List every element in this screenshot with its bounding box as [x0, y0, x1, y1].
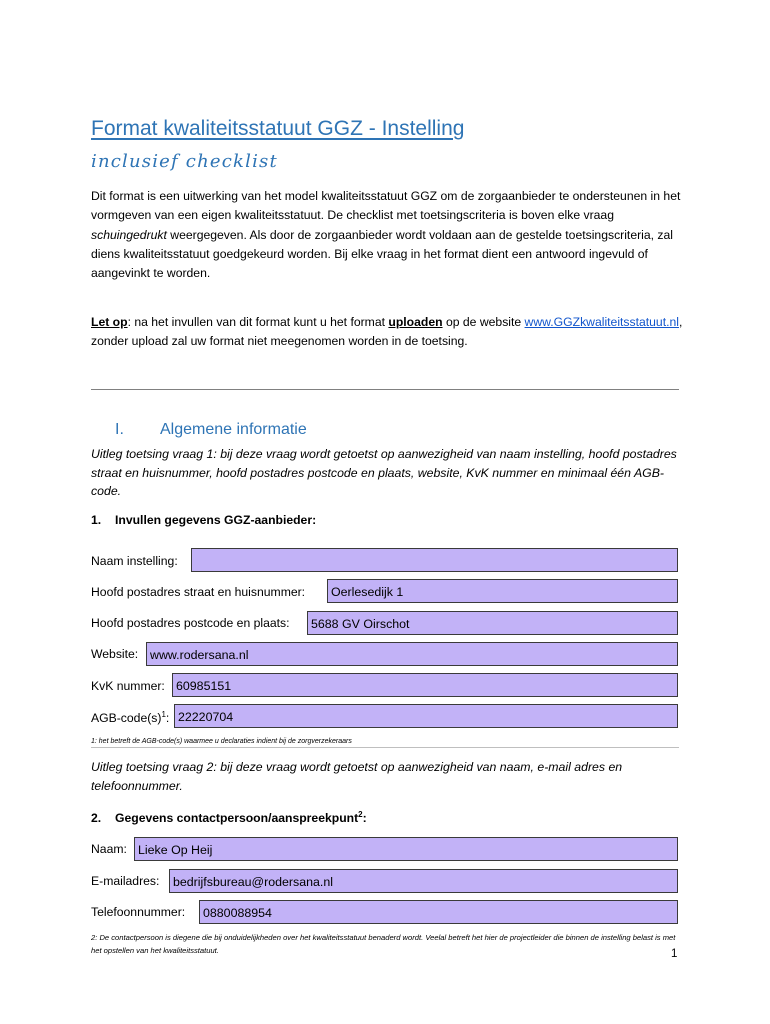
intro-text-2: weergegeven. Als door de zorgaanbieder wordt voldaan aan de gestelde toetsingscriteria, zal diens kwaliteitsstatuut goedgekeurd worden. Bij elke vraag in het format dient een antwoord ingevuld of aangevinkt te worden.	[91, 227, 673, 281]
agb-footnote-ref: 1	[161, 710, 166, 719]
document-title: Format kwaliteitsstatuut GGZ - Instelling	[91, 117, 465, 140]
section-title: Algemene informatie	[160, 421, 307, 438]
note-text-1: : na het invullen van dit format kunt u het format	[127, 315, 389, 329]
intro-italic: schuingedrukt	[91, 227, 167, 242]
upload-emphasis: uploaden	[388, 315, 443, 329]
q2-explanation: Uitleg toetsing vraag 2: bij deze vraag wordt getoetst op aanwezigheid van naam, e-mail adres en telefoonnummer.	[91, 760, 623, 793]
postcode-label: Hoofd postadres postcode en plaats:	[91, 616, 290, 630]
contact-naam-field[interactable]: Lieke Op Heij	[134, 837, 678, 861]
contact-naam-label: Naam:	[91, 842, 127, 856]
email-label: E-mailadres:	[91, 874, 160, 888]
footnote-divider	[91, 747, 679, 748]
page-number: 1	[671, 948, 678, 960]
intro-paragraph	[91, 187, 691, 283]
agb-label-colon: :	[165, 711, 170, 726]
straat-label: Hoofd postadres straat en huisnummer:	[91, 585, 306, 599]
section-number: I.	[115, 421, 124, 438]
telefoon-label: Telefoonnummer:	[91, 905, 186, 919]
footnote-2: 2: De contactpersoon is diegene die bij onduidelijkheden over het kwaliteitsstatuut benaderd wordt. Veelal betreft het hier de projectleider die binnen de instelling belast is met het opstellen van het kwaliteitsstatuut.	[91, 933, 676, 955]
q2-heading-colon: :	[362, 811, 367, 826]
kvk-label: KvK nummer:	[91, 679, 165, 693]
q1-heading	[91, 513, 316, 527]
website-field[interactable]: www.rodersana.nl	[146, 642, 678, 666]
naam-instelling-label: Naam instelling:	[91, 554, 178, 568]
email-field[interactable]: bedrijfsbureau@rodersana.nl	[169, 869, 678, 893]
kvk-field[interactable]: 60985151	[172, 673, 678, 697]
note-label: Let op	[91, 315, 128, 329]
agb-label-text: AGB-code(s)	[91, 711, 162, 726]
agb-label	[91, 710, 169, 725]
footnote-1: 1: het betreft de AGB-code(s) waarmee u declaraties indient bij de zorgverzekeraars	[91, 738, 352, 745]
naam-instelling-field[interactable]	[191, 548, 678, 572]
q1-number: 1.	[91, 513, 102, 527]
note-paragraph	[91, 313, 691, 352]
postcode-field[interactable]: 5688 GV Oirschot	[307, 611, 678, 635]
note-text-3: , zonder upload zal uw format niet meegenomen worden in de toetsing.	[91, 315, 683, 349]
straat-field[interactable]: Oerlesedijk 1	[327, 579, 678, 603]
q2-heading	[91, 810, 367, 825]
note-text-2: op de website	[442, 315, 525, 329]
document-subtitle: inclusief checklist	[91, 151, 278, 172]
q1-heading-text: Invullen gegevens GGZ-aanbieder:	[115, 513, 317, 527]
website-label: Website:	[91, 647, 139, 661]
website-link[interactable]: www.GGZkwaliteitsstatuut.nl	[524, 315, 679, 329]
q1-explanation: Uitleg toetsing vraag 1: bij deze vraag wordt getoetst op aanwezigheid van naam instelling, hoofd postadres straat en huisnummer, hoofd postadres postcode en plaats, website, KvK nummer en minimaal één AGB-code.	[91, 447, 677, 499]
intro-text-1: Dit format is een uitwerking van het model kwaliteitsstatuut GGZ om de zorgaanbieder te ondersteunen in het vormgeven van een eigen kwaliteitsstatuut. De checklist met toetsingscriteria is boven elke vraag	[91, 189, 681, 223]
section-divider	[91, 389, 679, 390]
q2-heading-text: Gegevens contactpersoon/aanspreekpunt	[115, 811, 359, 826]
q2-number: 2.	[91, 811, 102, 826]
telefoon-field[interactable]: 0880088954	[199, 900, 678, 924]
agb-field[interactable]: 22220704	[174, 704, 678, 728]
q2-footnote-ref: 2	[358, 810, 363, 819]
